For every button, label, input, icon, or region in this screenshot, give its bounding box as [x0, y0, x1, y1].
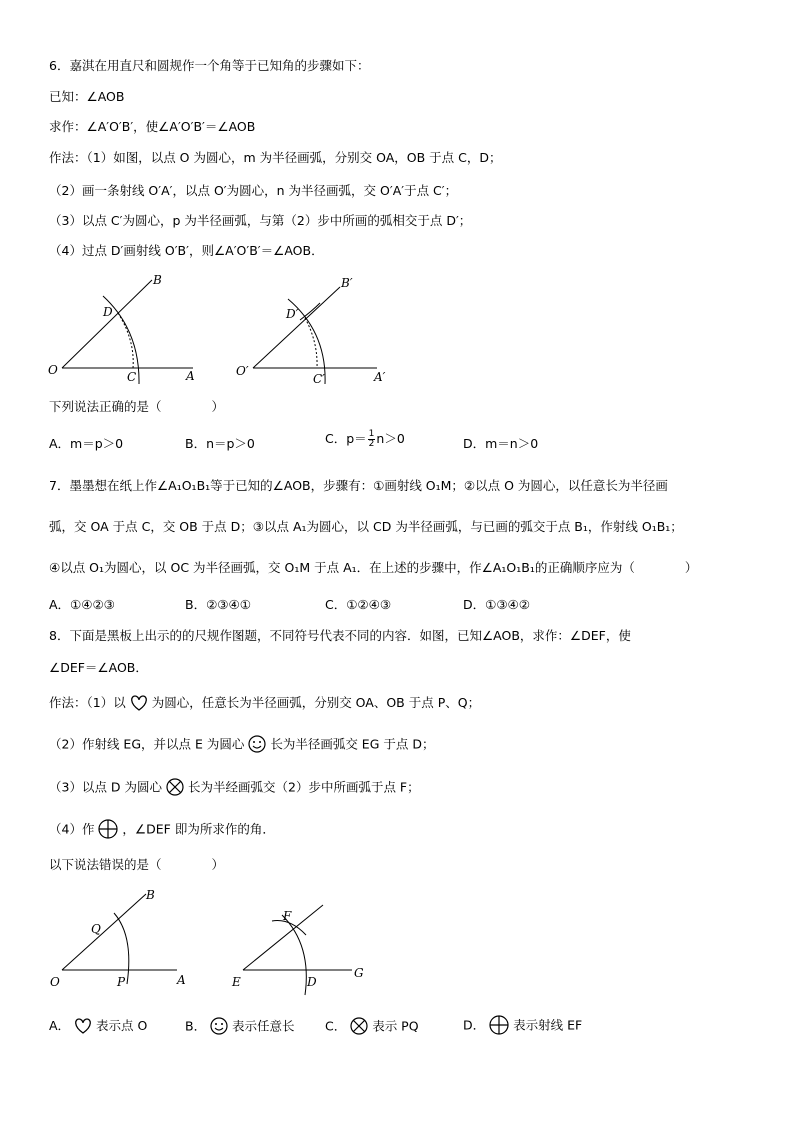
circle-x-icon	[350, 1017, 368, 1035]
q6-label-A-prime: A′	[374, 370, 386, 384]
smiley-icon	[210, 1017, 228, 1035]
q8-label-P: P	[117, 975, 126, 989]
q8-label-B: B	[146, 888, 155, 902]
q7-option-a[interactable]: A．①④②③	[49, 597, 115, 612]
q8-label-F: F	[283, 909, 292, 923]
fraction-denominator: 2	[368, 439, 375, 449]
q8-option-a[interactable]	[49, 1018, 147, 1035]
q8-option-c-text: 表示 PQ	[372, 1018, 419, 1034]
heart-icon	[74, 1018, 92, 1034]
q6-step-2: （2）画一条射线 O′A′，以点 O′为圆心，n 为半径画弧，交 O′A′于点 C′；	[49, 183, 458, 198]
q6-find: 求作：∠A′O′B′，使∠A′O′B′＝∠AOB	[49, 119, 256, 134]
circle-plus-icon	[489, 1015, 509, 1035]
q8-option-d[interactable]	[463, 1016, 582, 1036]
q8-step-2-prefix: （2）作射线 EG，并以点 E 为圆心	[49, 736, 245, 752]
q8-step-3-prefix: （3）以点 D 为圆心	[49, 779, 163, 795]
fraction-numerator: 1	[368, 429, 375, 439]
q8-option-c-prefix: C．	[325, 1018, 347, 1034]
q8-label-O: O	[50, 975, 60, 989]
q7-option-c[interactable]: C．①②④③	[325, 597, 392, 612]
q8-step-1-prefix: 作法：（1）以	[49, 695, 126, 710]
q8-option-a-prefix: A．	[49, 1018, 71, 1033]
q8-step-1-suffix: 为圆心，任意长为半径画弧，分别交 OA、OB 于点 P、Q；	[151, 695, 481, 710]
q6-label-C-prime: C′	[313, 372, 325, 386]
q6-option-b[interactable]: B．n＝p＞0	[185, 436, 255, 451]
q6-label-D: D	[103, 305, 113, 319]
q8-step-4-suffix: ，∠DEF 即为所求作的角．	[122, 821, 275, 837]
q8-step-3-suffix: 长为半经画弧交（2）步中所画弧于点 F；	[188, 779, 420, 795]
q7-line-3: ④以点 O₁为圆心，以 OC 为半径画弧，交 O₁M 于点 A₁．在上述的步骤中，作∠A₁O₁B₁的正确顺序应为（ ）	[49, 560, 698, 575]
q6-label-O: O	[48, 363, 58, 377]
q8-option-b[interactable]	[185, 1018, 295, 1036]
q7-option-d[interactable]: D．①③④②	[463, 597, 530, 612]
q6-option-c-suffix: n＞0	[376, 431, 405, 446]
q7-line-1: 7．墨墨想在纸上作∠A₁O₁B₁等于已知的∠AOB，步骤有：①画射线 O₁M；②以点 O 为圆心，以任意长为半径画	[49, 478, 668, 493]
q8-label-G: G	[354, 966, 364, 980]
q8-option-b-text: 表示任意长	[232, 1018, 295, 1034]
q8-option-d-text: 表示射线 EF	[513, 1017, 583, 1033]
q6-label-D-prime: D′	[286, 307, 299, 321]
q6-option-a[interactable]: A．m＝p＞0	[49, 436, 124, 451]
q6-step-1: 作法：（1）如图，以点 O 为圆心，m 为半径画弧，分别交 OA，OB 于点 C，D；	[49, 150, 502, 165]
q8-step-4-prefix: （4）作	[49, 821, 95, 837]
q6-option-c-prefix: C．p＝	[325, 431, 367, 446]
q6-label-A: A	[186, 369, 195, 383]
q8-option-b-prefix: B．	[185, 1018, 207, 1034]
q6-label-O-prime: O′	[236, 364, 249, 378]
q8-label-D: D	[307, 975, 317, 989]
q7-line-2: 弧，交 OA 于点 C，交 OB 于点 D；③以点 A₁为圆心，以 CD 为半径画弧，与已画的弧交于点 B₁，作射线 O₁B₁；	[49, 519, 683, 534]
q8-option-c[interactable]	[325, 1018, 419, 1036]
q6-option-d[interactable]: D．m＝n＞0	[463, 436, 539, 451]
q8-label-A: A	[177, 973, 186, 987]
q6-label-B: B	[153, 273, 162, 287]
q8-line-2: ∠DEF＝∠AOB．	[49, 660, 148, 675]
q6-given: 已知：∠AOB	[49, 89, 125, 104]
q6-step-3: （3）以点 C′为圆心，p 为半径画弧，与第（2）步中所画的弧相交于点 D′；	[49, 213, 472, 228]
q8-question: 以下说法错误的是（ ）	[49, 857, 225, 872]
q6-label-C: C	[127, 370, 137, 384]
q6-title: 6．嘉淇在用直尺和圆规作一个角等于已知角的步骤如下：	[49, 58, 370, 73]
q8-option-a-text: 表示点 O	[96, 1018, 148, 1033]
q8-line-1: 8．下面是黑板上出示的的尺规作图题，不同符号代表不同的内容．如图，已知∠AOB，求作：∠DEF，使	[49, 628, 631, 643]
q8-label-Q: Q	[91, 922, 101, 936]
q6-step-4: （4）过点 D′画射线 O′B′，则∠A′O′B′＝∠AOB．	[49, 243, 324, 258]
q8-step-2-suffix: 长为半径画弧交 EG 于点 D；	[270, 736, 435, 752]
q6-label-B-prime: B′	[341, 276, 353, 290]
q8-label-E: E	[232, 975, 241, 989]
q8-option-d-prefix: D．	[463, 1017, 486, 1033]
q7-option-b[interactable]: B．②③④①	[185, 597, 251, 612]
q6-question: 下列说法正确的是（ ）	[49, 399, 225, 414]
